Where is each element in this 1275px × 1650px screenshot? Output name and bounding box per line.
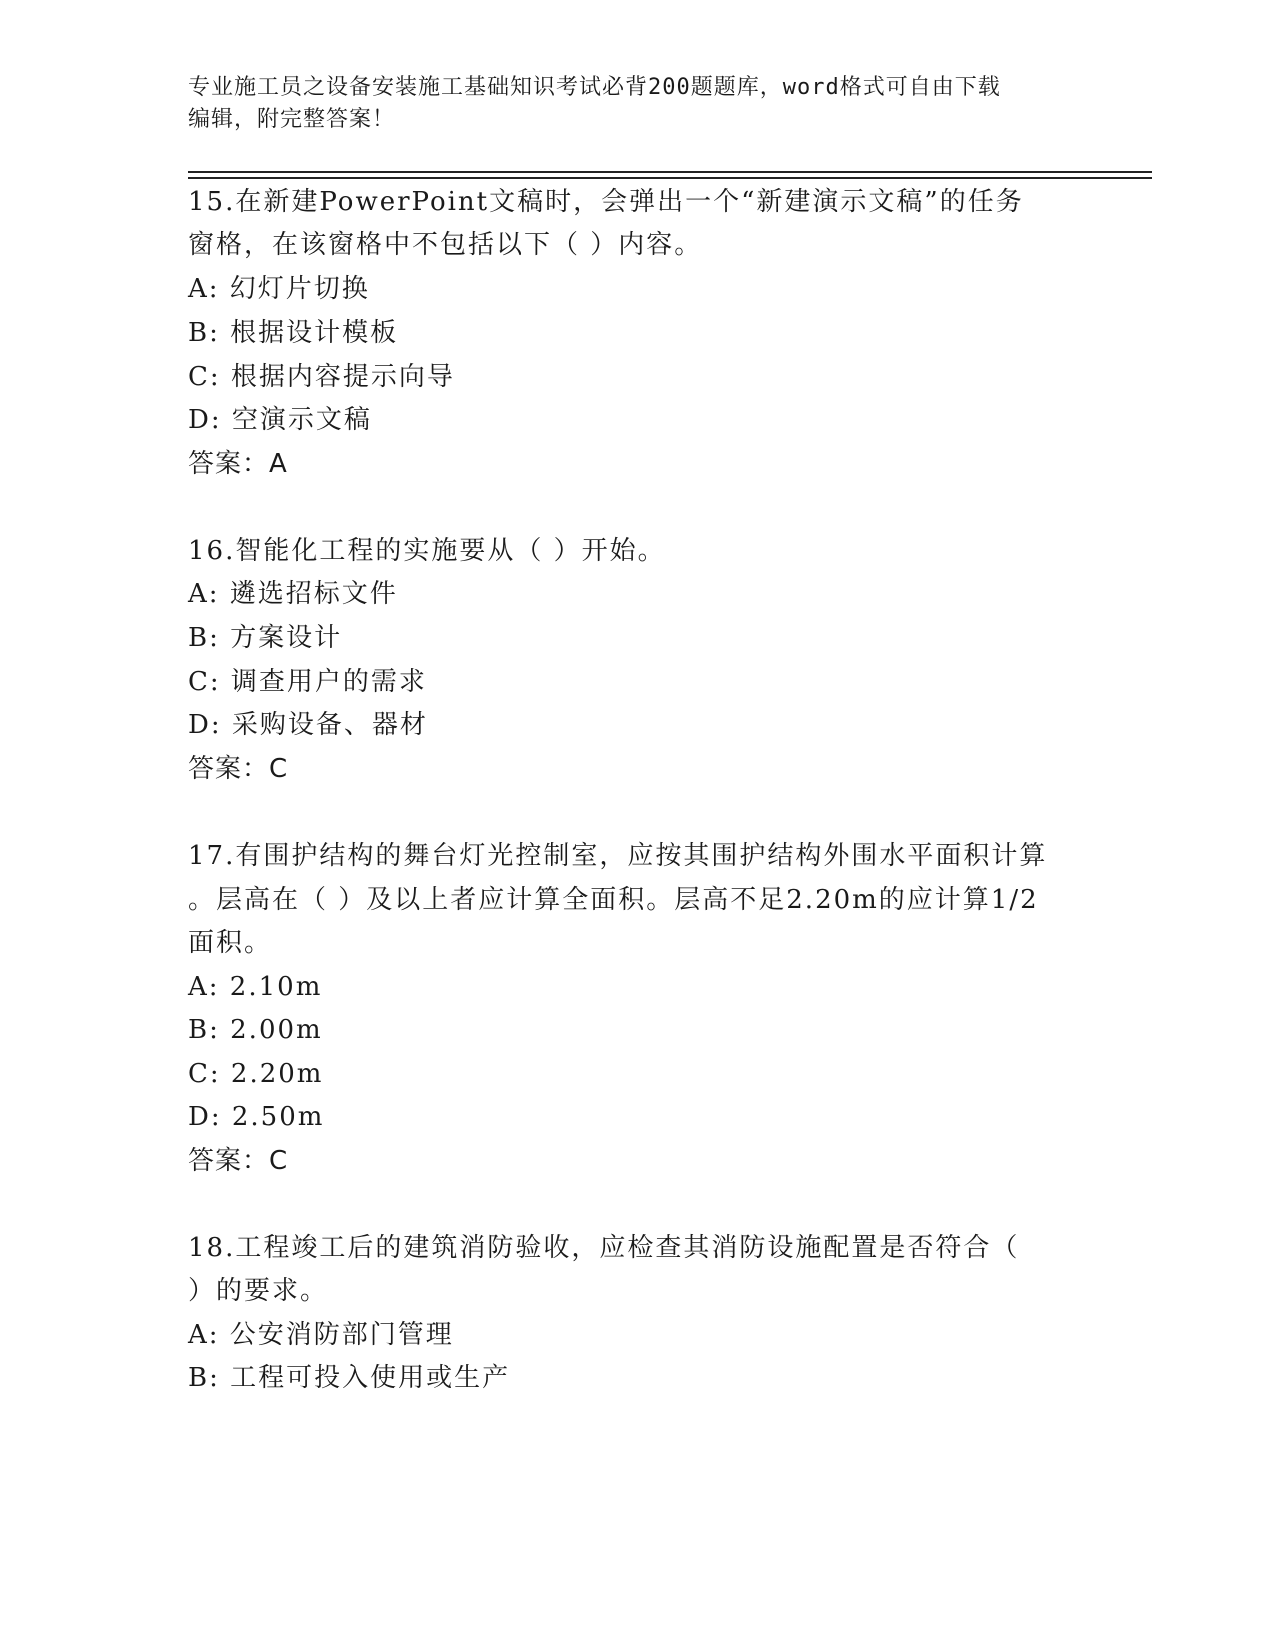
option-a: A: 遴选招标文件 <box>188 579 398 609</box>
question-stem-line: 16.智能化工程的实施要从（ ）开始。 <box>188 536 666 566</box>
question-stem-line: 15.在新建PowerPoint文稿时，会弹出一个“新建演示文稿”的任务 <box>188 187 1024 217</box>
answer-label: 答案：C <box>188 1146 289 1176</box>
question-stem-line: 18.工程竣工后的建筑消防验收，应检查其消防设施配置是否符合（ <box>188 1233 1020 1263</box>
option-b: B: 工程可投入使用或生产 <box>188 1363 511 1393</box>
option-c: C: 2.20m <box>188 1059 324 1089</box>
question-stem-line: 窗格，在该窗格中不包括以下（ ）内容。 <box>188 230 703 260</box>
question-stem-line: 。层高在（ ）及以上者应计算全面积。层高不足2.20m的应计算1/2 <box>188 885 1039 915</box>
option-a: A: 幻灯片切换 <box>188 274 370 304</box>
option-d: D: 空演示文稿 <box>188 405 372 435</box>
option-a: A: 公安消防部门管理 <box>188 1320 454 1350</box>
question-stem-line: ）的要求。 <box>188 1276 329 1306</box>
header-title-line-2: 编辑，附完整答案！ <box>188 107 396 132</box>
option-a: A: 2.10m <box>188 972 323 1002</box>
question-stem-line: 17.有围护结构的舞台灯光控制室，应按其围护结构外围水平面积计算 <box>188 841 1048 871</box>
option-b: B: 2.00m <box>188 1015 323 1045</box>
header-title-line-1: 专业施工员之设备安装施工基础知识考试必背200题题库，word格式可自由下载 <box>188 75 1001 100</box>
header-divider-top <box>188 171 1152 173</box>
option-d: D: 2.50m <box>188 1102 325 1132</box>
option-b: B: 根据设计模板 <box>188 318 399 348</box>
option-b: B: 方案设计 <box>188 623 343 653</box>
answer-label: 答案：C <box>188 754 289 784</box>
question-stem-line: 面积。 <box>188 928 273 958</box>
header-divider-bottom <box>188 177 1152 179</box>
answer-label: 答案：A <box>188 449 288 479</box>
option-d: D: 采购设备、器材 <box>188 710 428 740</box>
option-c: C: 根据内容提示向导 <box>188 362 455 392</box>
option-c: C: 调查用户的需求 <box>188 667 427 697</box>
